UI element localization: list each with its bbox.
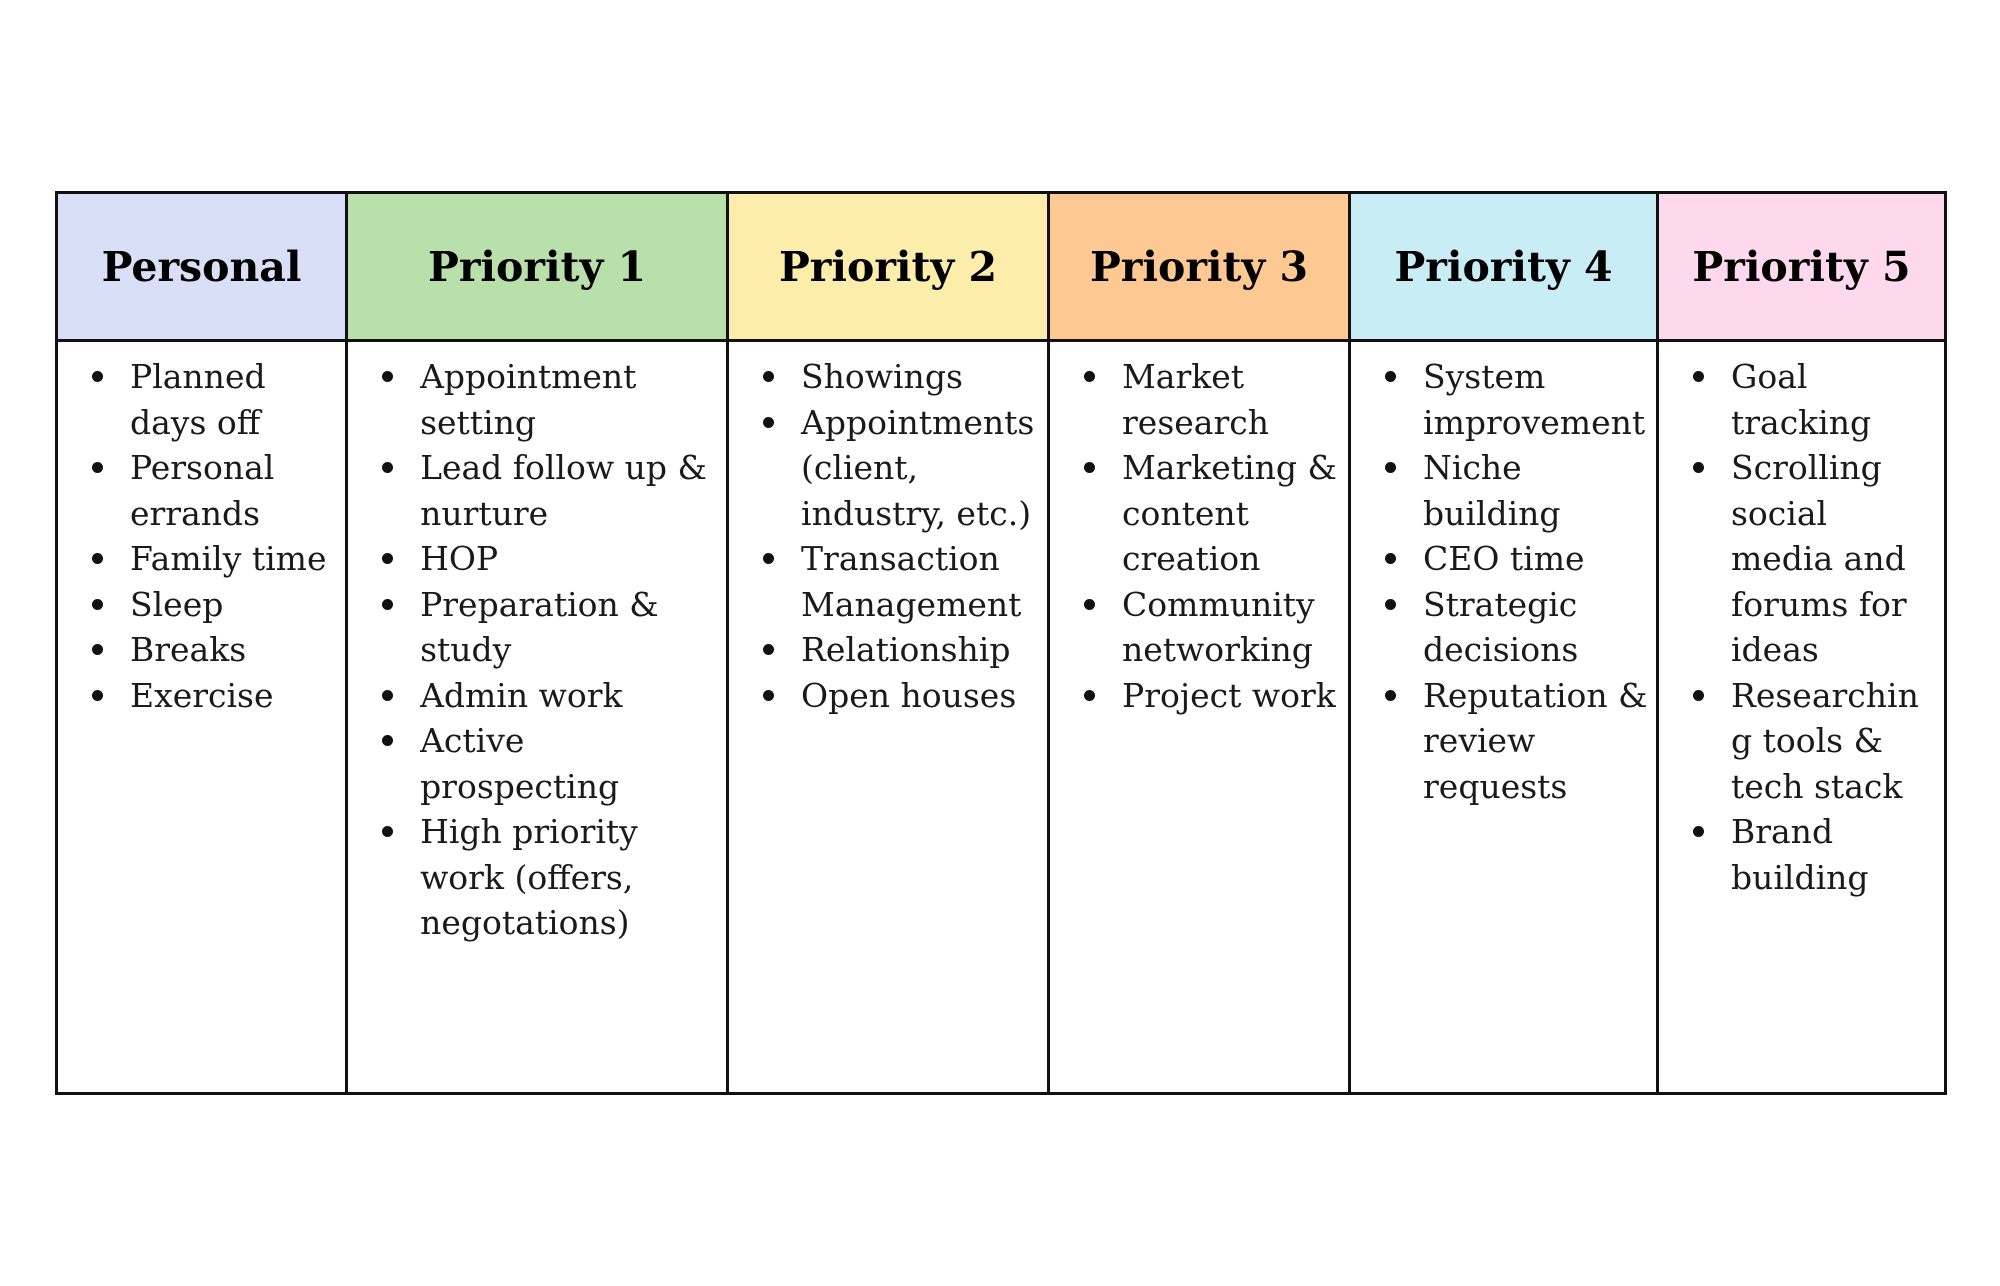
list-item: Transaction Management [801, 536, 1039, 627]
column-header [1351, 194, 1656, 342]
list-item: Community networking [1122, 582, 1340, 673]
item-list [1351, 354, 1656, 809]
list-item: Lead follow up & nurture [420, 445, 718, 536]
column-priority-2 [729, 194, 1050, 1092]
list-item: HOP [420, 536, 718, 582]
column-header [348, 194, 726, 342]
column-header-label: Priority 5 [1692, 242, 1911, 291]
column-header-label: Priority 1 [428, 242, 647, 291]
list-item: Appointments (client, industry, etc.) [801, 400, 1039, 537]
list-item: Brand building [1731, 809, 1936, 900]
list-item: CEO time [1423, 536, 1648, 582]
column-priority-1 [348, 194, 729, 1092]
list-item: High priority work (offers, negotations) [420, 809, 718, 946]
list-item: Family time [130, 536, 337, 582]
list-item: Sleep [130, 582, 337, 628]
list-item: Researching tools & tech stack [1731, 673, 1936, 810]
list-item: Marketing & content creation [1122, 445, 1340, 582]
list-item: Breaks [130, 627, 337, 673]
list-item: Open houses [801, 673, 1039, 719]
priority-table [55, 191, 1947, 1095]
column-body [1659, 342, 1944, 1092]
list-item: Showings [801, 354, 1039, 400]
column-header [1659, 194, 1944, 342]
column-body [1050, 342, 1348, 1092]
list-item: Admin work [420, 673, 718, 719]
list-item: Relationship [801, 627, 1039, 673]
list-item: Market research [1122, 354, 1340, 445]
list-item: Strategic decisions [1423, 582, 1648, 673]
list-item: System improvement [1423, 354, 1648, 445]
item-list [1050, 354, 1348, 718]
column-body [729, 342, 1047, 1092]
column-body [58, 342, 345, 1092]
column-personal [58, 194, 348, 1092]
column-header-label: Priority 2 [778, 242, 998, 291]
list-item: Project work [1122, 673, 1340, 719]
column-priority-5 [1659, 194, 1944, 1092]
column-header [58, 194, 345, 342]
column-priority-4 [1351, 194, 1659, 1092]
column-header-label: Priority 3 [1089, 242, 1309, 291]
list-item: Planned days off [130, 354, 337, 445]
list-item: Goal tracking [1731, 354, 1936, 445]
item-list [729, 354, 1047, 718]
list-item: Active prospecting [420, 718, 718, 809]
list-item: Niche building [1423, 445, 1648, 536]
list-item: Exercise [130, 673, 337, 719]
column-body [1351, 342, 1656, 1092]
list-item: Personal errands [130, 445, 337, 536]
list-item: Preparation & study [420, 582, 718, 673]
list-item: Reputation & review requests [1423, 673, 1648, 810]
column-header-label: Priority 4 [1394, 242, 1613, 291]
item-list [58, 354, 345, 718]
list-item: Appointment setting [420, 354, 718, 445]
column-body [348, 342, 726, 1092]
item-list [348, 354, 726, 946]
column-header [729, 194, 1047, 342]
column-header [1050, 194, 1348, 342]
column-priority-3 [1050, 194, 1351, 1092]
column-header-label: Personal [101, 242, 302, 291]
item-list [1659, 354, 1944, 900]
list-item: Scrolling social media and forums for ideas [1731, 445, 1936, 673]
